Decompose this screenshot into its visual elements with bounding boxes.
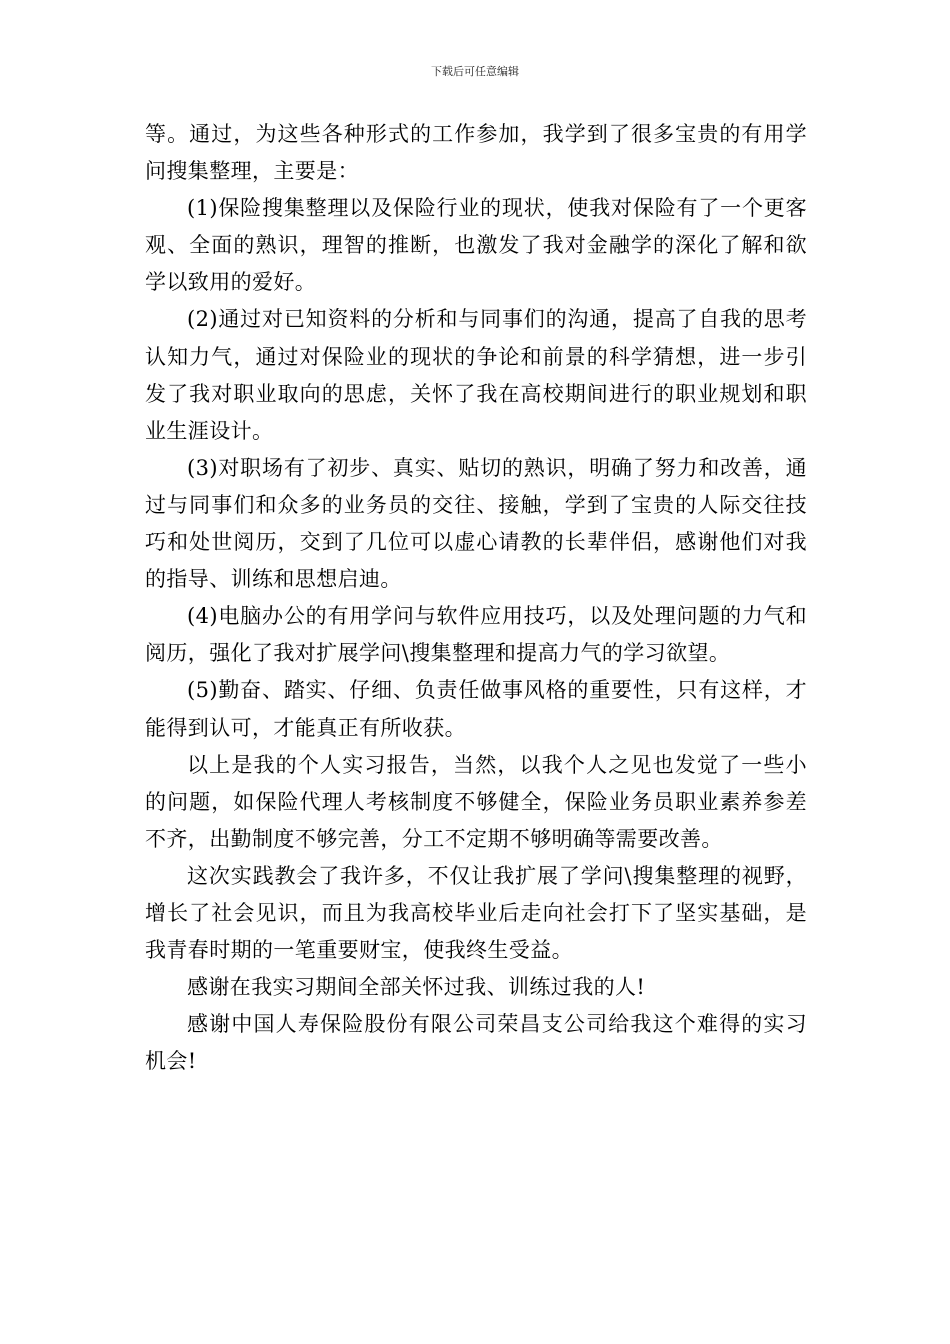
paragraph-item-1: (1)保险搜集整理以及保险行业的现状，使我对保险有了一个更客观、全面的熟识，理智的推断，也激发了我对金融学的深化了解和欲学以致用的爱好。	[145, 196, 807, 295]
paragraph-reflection: 这次实践教会了我许多，不仅让我扩展了学问\搜集整理的视野，增长了社会见识，而且为我高校毕业后走向社会打下了坚实基础，是我青春时期的一笔重要财宝，使我终生受益。	[145, 863, 807, 963]
paragraph-item-3: (3)对职场有了初步、真实、贴切的熟识，明确了努力和改善，通过与同事们和众多的业务员的交往、接触，学到了宝贵的人际交往技巧和处世阅历，交到了几位可以虚心请教的长辈伴侣，感谢他们对我的指导、训练和思想启迪。	[145, 455, 807, 592]
paragraph-summary: 以上是我的个人实习报告，当然，以我个人之见也发觉了一些小的问题，如保险代理人考核制度不够健全，保险业务员职业素养参差不齐，出勤制度不够完善，分工不定期不够明确等需要改善。	[145, 752, 807, 851]
paragraph-thanks-people: 感谢在我实习期间全部关怀过我、训练过我的人!	[187, 975, 646, 1000]
document-body	[145, 116, 807, 1080]
paragraph-continuation: 等。通过，为这些各种形式的工作参加，我学到了很多宝贵的有用学问搜集整理，主要是：	[145, 122, 807, 184]
paragraph-item-2: (2)通过对已知资料的分析和与同事们的沟通，提高了自我的思考认知力气，通过对保险业的现状的争论和前景的科学猜想，进一步引发了我对职业取向的思虑，关怀了我在高校期间进行的职业规划和职业生涯设计。	[145, 307, 807, 443]
paragraph-item-5: (5)勤奋、踏实、仔细、负责任做事风格的重要性，只有这样，才能得到认可，才能真正有所收获。	[145, 678, 807, 740]
paragraph-item-4: (4)电脑办公的有用学问与软件应用技巧，以及处理问题的力气和阅历，强化了我对扩展学问\搜集整理和提高力气的学习欲望。	[145, 604, 807, 666]
page-header-note: 下载后可任意编辑	[431, 65, 519, 78]
paragraph-thanks-company: 感谢中国人寿保险股份有限公司荣昌支公司给我这个难得的实习机会!	[145, 1012, 807, 1074]
